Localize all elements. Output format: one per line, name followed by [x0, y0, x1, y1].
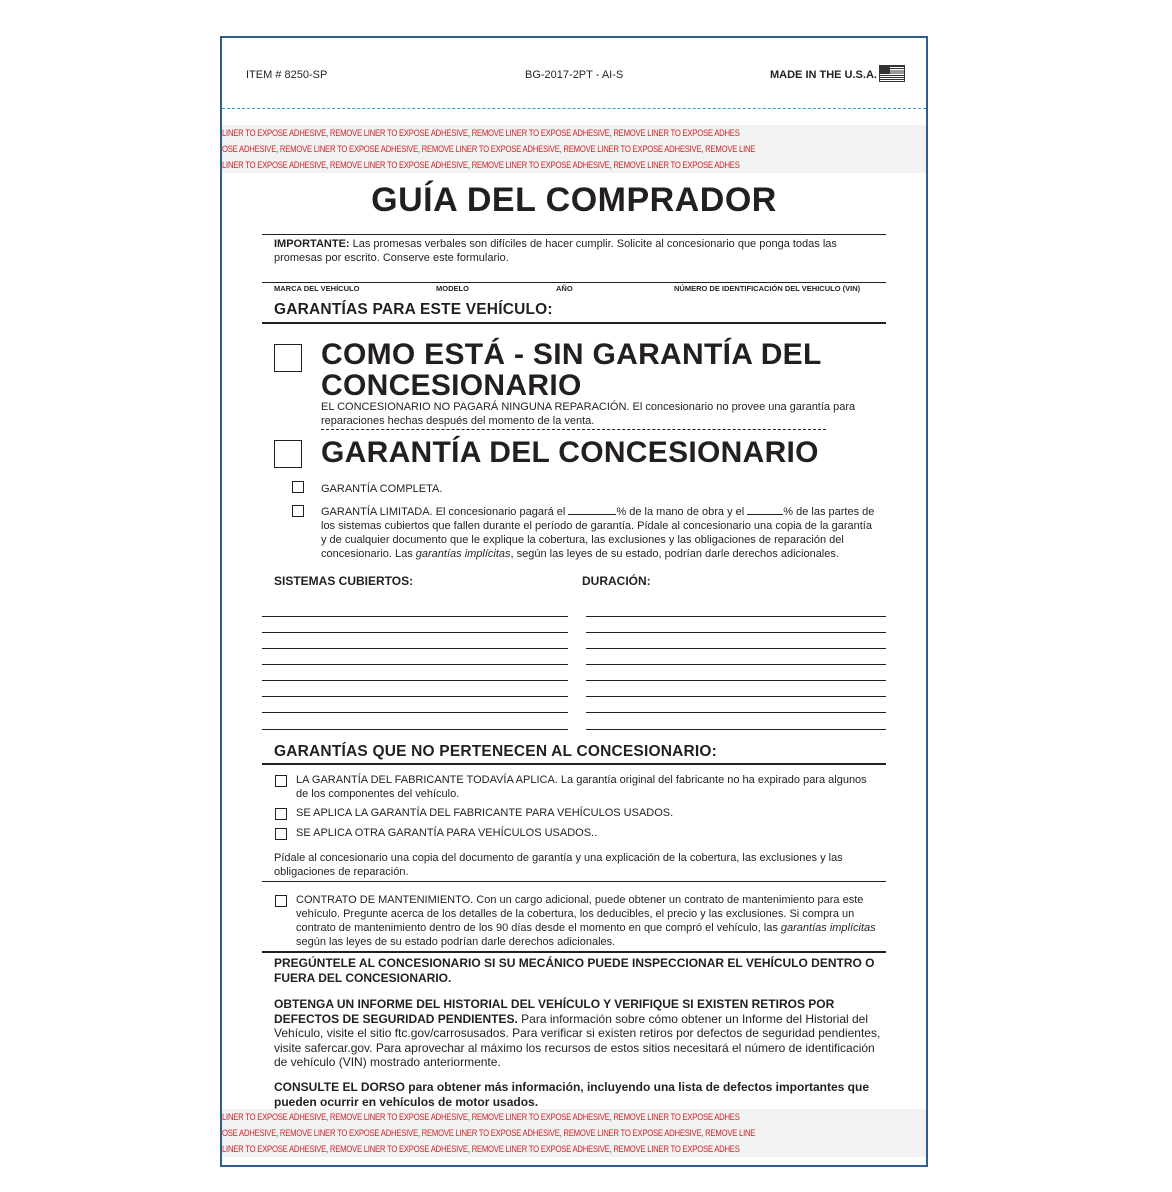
- liner-text: LINER TO EXPOSE ADHESIVE, REMOVE LINER TO EXPOSE ADHESIVE, REMOVE LINER TO EXPOSE ADHESIVE, REMOVE LINER TO EXPOSE ADHES: [222, 1144, 740, 1154]
- systems-line[interactable]: [262, 696, 568, 697]
- vehicle-make-label: MARCA DEL VEHÍCULO: [274, 284, 360, 293]
- dealer-warranty-checkbox[interactable]: [274, 440, 302, 468]
- full-warranty-checkbox[interactable]: [292, 481, 304, 493]
- limited-warranty-text: [321, 505, 877, 561]
- manufacturer-warranty-checkbox[interactable]: [275, 775, 287, 787]
- buyers-guide-sheet: [220, 36, 928, 1167]
- section-rule: [262, 763, 886, 765]
- used-vehicle-warranty-checkbox[interactable]: [275, 808, 287, 820]
- item-number: ITEM # 8250-SP: [246, 69, 328, 81]
- history-bold: OBTENGA UN INFORME DEL HISTORIAL DEL VEHÍCULO Y VERIFIQUE SI EXISTEN RETIROS POR DEFECTOS DE SEGURIDAD PENDIENTES.: [274, 997, 835, 1026]
- service-contract-checkbox[interactable]: [275, 895, 287, 907]
- liner-text: LINER TO EXPOSE ADHESIVE, REMOVE LINER TO EXPOSE ADHESIVE, REMOVE LINER TO EXPOSE ADHESIVE, REMOVE LINER TO EXPOSE ADHES: [222, 128, 740, 138]
- other-warranty-checkbox[interactable]: [275, 828, 287, 840]
- important-label: IMPORTANTE:: [274, 238, 350, 250]
- adhesive-liner-top: [222, 125, 926, 173]
- duration-label: DURACIÓN:: [582, 574, 651, 588]
- liner-text: LINER TO EXPOSE ADHESIVE, REMOVE LINER TO EXPOSE ADHESIVE, REMOVE LINER TO EXPOSE ADHESIVE, REMOVE LINER TO EXPOSE ADHES: [222, 160, 740, 170]
- divider: [262, 881, 886, 882]
- non-dealer-heading: GARANTÍAS QUE NO PERTENECEN AL CONCESIONARIO:: [274, 743, 718, 760]
- systems-line[interactable]: [262, 680, 568, 681]
- warranties-heading: GARANTÍAS PARA ESTE VEHÍCULO:: [274, 301, 553, 318]
- page-title: GUÍA DEL COMPRADOR: [371, 181, 777, 219]
- section-rule: [262, 951, 886, 953]
- liner-text: OSE ADHESIVE, REMOVE LINER TO EXPOSE ADHESIVE, REMOVE LINER TO EXPOSE ADHESIVE, REMOVE LINER TO EXPOSE ADHESIVE, REMOVE LINE: [222, 144, 756, 154]
- section-rule: [262, 322, 886, 324]
- limited-warranty-part: % de las partes de los sistemas cubiertos que fallen durante el período de garantía. Pídale al concesionario una copia de la garantía y de cualquier documento que le explique la cobertura, las exclusiones y las obligaciones de reparación del concesionario. Las: [321, 506, 875, 560]
- limited-warranty-part: % de la mano de obra y el: [616, 506, 748, 518]
- implied-warranties-text: garantías implícitas: [780, 922, 876, 934]
- systems-line[interactable]: [262, 729, 568, 730]
- duration-line[interactable]: [586, 648, 886, 649]
- adhesive-liner-bottom: [222, 1109, 926, 1157]
- limited-warranty-checkbox[interactable]: [292, 505, 304, 517]
- as-is-checkbox[interactable]: [274, 344, 302, 372]
- as-is-text: EL CONCESIONARIO NO PAGARÁ NINGUNA REPARACIÓN. El concesionario no provee una garantía para reparaciones hechas después del momento de la venta.: [321, 401, 856, 427]
- vehicle-fields-rule: [262, 282, 886, 283]
- full-warranty-label: GARANTÍA COMPLETA.: [321, 483, 443, 495]
- duration-line[interactable]: [586, 696, 886, 697]
- manufacturer-warranty-text: LA GARANTÍA DEL FABRICANTE TODAVÍA APLICA. La garantía original del fabricante no ha expirado para algunos de los componentes del vehículo.: [296, 774, 867, 800]
- duration-line[interactable]: [586, 712, 886, 713]
- systems-line[interactable]: [262, 664, 568, 665]
- systems-covered-label: SISTEMAS CUBIERTOS:: [274, 574, 414, 588]
- other-warranty-text: SE APLICA OTRA GARANTÍA PARA VEHÍCULOS USADOS..: [296, 827, 598, 839]
- duration-line[interactable]: [586, 616, 886, 617]
- duration-line[interactable]: [586, 680, 886, 681]
- vehicle-vin-label: NÚMERO DE IDENTIFICACIÓN DEL VEHICULO (VIN): [674, 284, 861, 293]
- systems-line[interactable]: [262, 648, 568, 649]
- liner-text: OSE ADHESIVE, REMOVE LINER TO EXPOSE ADHESIVE, REMOVE LINER TO EXPOSE ADHESIVE, REMOVE LINER TO EXPOSE ADHESIVE, REMOVE LINE: [222, 1128, 756, 1138]
- form-code: BG-2017-2PT - AI-S: [525, 69, 624, 81]
- service-contract-part: según las leyes de su estado podrían darle derechos adicionales.: [296, 936, 616, 948]
- parts-percent-field[interactable]: [747, 505, 783, 515]
- perforation-line: [222, 108, 926, 109]
- duration-line[interactable]: [586, 632, 886, 633]
- made-in-usa: MADE IN THE U.S.A.: [770, 69, 877, 81]
- warranty-copy-note: Pídale al concesionario una copia del documento de garantía y una explicación de la cobertura, las exclusiones y las obligaciones de reparación.: [274, 852, 843, 878]
- liner-text: LINER TO EXPOSE ADHESIVE, REMOVE LINER TO EXPOSE ADHESIVE, REMOVE LINER TO EXPOSE ADHESIVE, REMOVE LINER TO EXPOSE ADHES: [222, 1112, 740, 1122]
- vehicle-history-notice: [274, 997, 884, 1070]
- history-text: Para información sobre cómo obtener un Informe del Historial del Vehículo, visite el sitio ftc.gov/carrosusados. Para verificar si existen retiros por defectos de seguridad pendientes, visite safercar.gov. Para aprovechar al máximo los recursos de estos sitios necesitará el número de identificación de vehículo (VIN) mostrado anteriormente.: [274, 1011, 881, 1069]
- limited-warranty-part: GARANTÍA LIMITADA. El concesionario pagará el: [321, 506, 569, 518]
- implied-warranties-text: garantías implícitas: [415, 548, 511, 560]
- dashed-divider: [321, 429, 826, 430]
- vehicle-year-label: AÑO: [556, 284, 573, 293]
- duration-line[interactable]: [586, 664, 886, 665]
- vehicle-model-label: MODELO: [436, 284, 469, 293]
- important-notice: [274, 237, 874, 265]
- service-contract-part: CONTRATO DE MANTENIMIENTO. Con un cargo adicional, puede obtener un contrato de mantenimiento para este vehículo. Pregunte acerca de los detalles de la cobertura, los deducibles, el precio y las exclusiones. Si compra un contrato de mantenimiento dentro de los 90 días desde el momento en que compró el vehículo, las: [296, 894, 864, 934]
- limited-warranty-part: , según las leyes de su estado, podrían darle derechos adicionales.: [510, 548, 839, 560]
- dealer-warranty-title: GARANTÍA DEL CONCESIONARIO: [321, 436, 819, 469]
- important-text: Las promesas verbales son difíciles de hacer cumplir. Solicite al concesionario que ponga todas las promesas por escrito. Conserve este formulario.: [274, 238, 837, 264]
- duration-line[interactable]: [586, 729, 886, 730]
- divider: [262, 234, 886, 235]
- service-contract-text: [296, 893, 876, 949]
- used-vehicle-warranty-text: SE APLICA LA GARANTÍA DEL FABRICANTE PARA VEHÍCULOS USADOS.: [296, 807, 674, 819]
- us-flag-icon: [879, 65, 905, 82]
- systems-line[interactable]: [262, 712, 568, 713]
- as-is-title: COMO ESTÁ - SIN GARANTÍA DEL CONCESIONARIO: [321, 338, 822, 402]
- inspection-notice: PREGÚNTELE AL CONCESIONARIO SI SU MECÁNICO PUEDE INSPECCIONAR EL VEHÍCULO DENTRO O FUERA DEL CONCESIONARIO.: [274, 956, 875, 985]
- labor-percent-field[interactable]: [568, 505, 616, 515]
- see-back-notice: CONSULTE EL DORSO para obtener más información, incluyendo una lista de defectos importantes que pueden ocurrir en vehículos de motor usados.: [274, 1080, 869, 1109]
- systems-line[interactable]: [262, 616, 568, 617]
- systems-line[interactable]: [262, 632, 568, 633]
